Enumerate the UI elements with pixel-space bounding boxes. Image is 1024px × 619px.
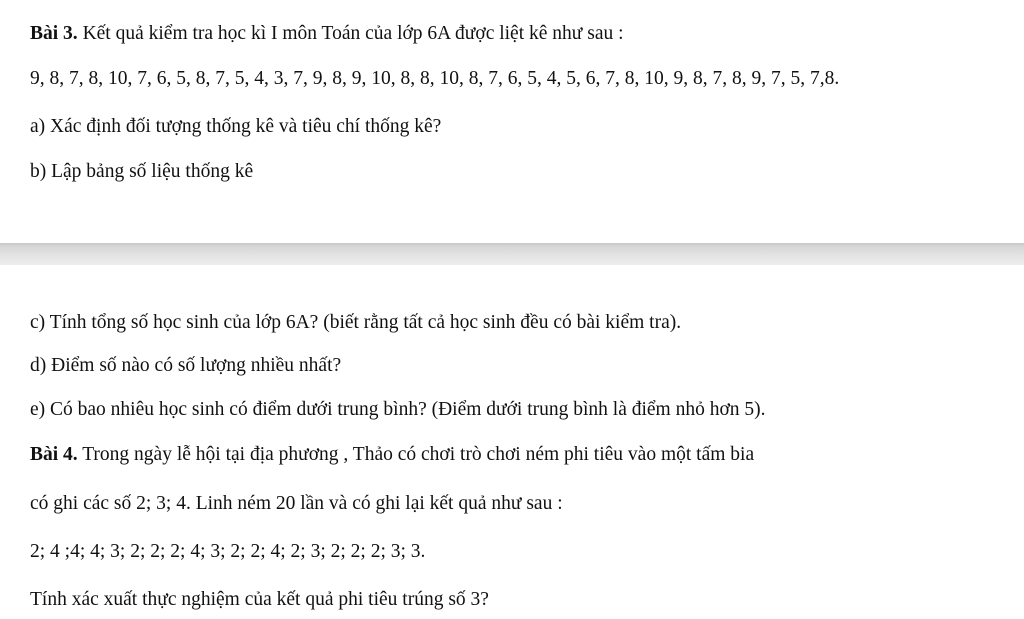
bai3-intro: Kết quả kiểm tra học kì I môn Toán của lớp 6A được liệt kê như sau :: [77, 23, 624, 44]
bai4-question: Tính xác xuất thực nghiệm của kết quả phi tiêu trúng số 3?: [30, 589, 489, 610]
question-b: b) Lập bảng số liệu thống kê: [30, 161, 254, 182]
bai3-heading-line: [30, 22, 624, 46]
bai4-text-line1: Trong ngày lễ hội tại địa phương , Thảo có chơi trò chơi ném phi tiêu vào một tấm bia: [77, 444, 755, 465]
page-separator: [0, 243, 1024, 265]
question-d: d) Điểm số nào có số lượng nhiều nhất?: [30, 355, 342, 376]
question-c: c) Tính tổng số học sinh của lớp 6A? (biết rằng tất cả học sinh đều có bài kiểm tra).: [30, 312, 682, 333]
question-e: e) Có bao nhiêu học sinh có điểm dưới trung bình? (Điểm dưới trung bình là điểm nhỏ hơn 5).: [30, 399, 766, 420]
bai4-data-line: 2; 4 ;4; 4; 3; 2; 2; 2; 4; 3; 2; 2; 4; 2; 3; 2; 2; 2; 3; 3.: [30, 541, 426, 562]
bai3-label: Bài 3.: [30, 23, 78, 44]
bai4-heading-line: [30, 443, 754, 467]
bai4-label: Bài 4.: [30, 444, 78, 465]
bai4-text-line2: có ghi các số 2; 3; 4. Linh ném 20 lần và có ghi lại kết quả như sau :: [30, 493, 563, 514]
bai3-data-line: 9, 8, 7, 8, 10, 7, 6, 5, 8, 7, 5, 4, 3, 7, 9, 8, 9, 10, 8, 8, 10, 8, 7, 6, 5, 4, 5, 6, 7, 8, 10, 9, 8, 7, 8, 9, 7, 5, 7,8.: [30, 68, 840, 89]
question-a: a) Xác định đối tượng thống kê và tiêu chí thống kê?: [30, 116, 442, 137]
